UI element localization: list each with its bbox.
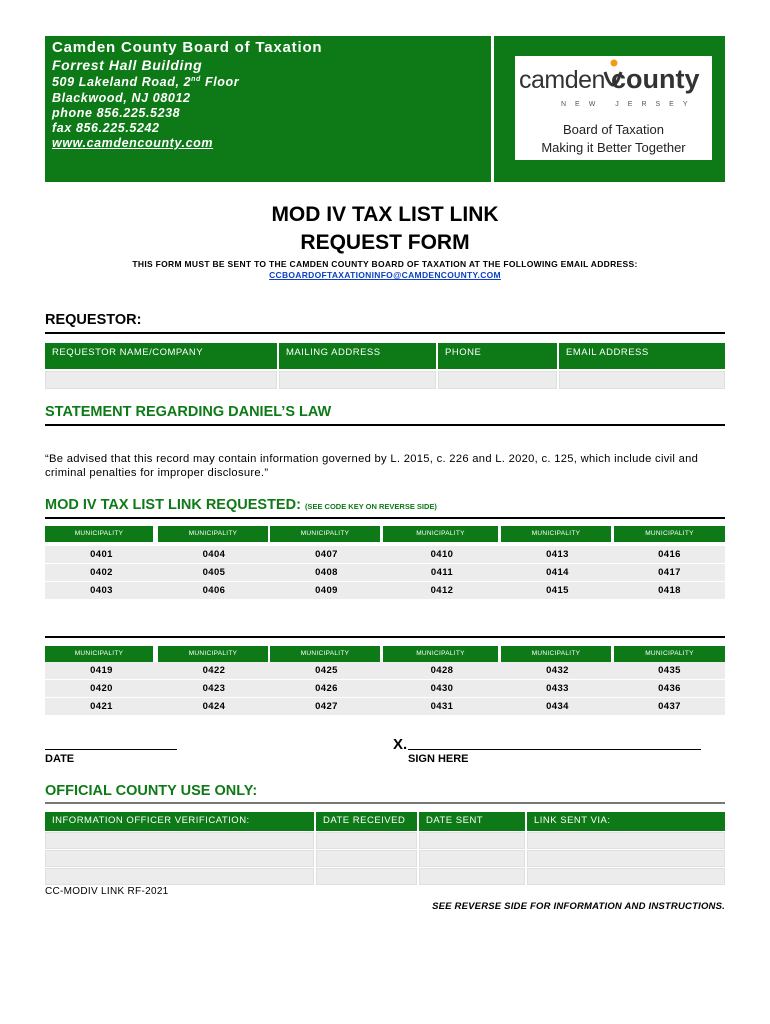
building-name: Forrest Hall Building: [52, 57, 203, 73]
sign-here-label: SIGN HERE: [408, 753, 469, 765]
fax-number: fax 856.225.5242: [52, 121, 160, 135]
municipality-code-cell[interactable]: 0424: [158, 698, 270, 715]
logo-state: NEW JERSEY: [561, 101, 697, 108]
municipality-column-header: MUNICIPALITY: [383, 646, 498, 662]
municipality-code-cell[interactable]: 0412: [383, 582, 501, 599]
officer-verification-header: INFORMATION OFFICER VERIFICATION:: [45, 812, 314, 831]
code-key-note: (SEE CODE KEY ON REVERSE SIDE): [304, 502, 437, 511]
municipality-code-cell[interactable]: 0430: [383, 680, 501, 697]
municipality-code-cell[interactable]: 0436: [614, 680, 725, 697]
municipality-code-cell[interactable]: 0401: [45, 546, 158, 563]
mod-iv-section-title: [45, 497, 437, 513]
officer-verification-field[interactable]: [45, 850, 314, 867]
municipality-code-cell[interactable]: 0418: [614, 582, 725, 599]
letterhead-contact-panel: [45, 36, 491, 182]
municipality-code-cell[interactable]: 0413: [501, 546, 614, 563]
letterhead: [45, 36, 725, 182]
date-sent-field[interactable]: [419, 832, 525, 849]
link-sent-via-field[interactable]: [527, 850, 725, 867]
form-title-line-1: MOD IV TAX LIST LINK: [271, 203, 499, 226]
mailing-address-field[interactable]: [279, 371, 436, 389]
municipality-code-cell[interactable]: 0431: [383, 698, 501, 715]
mod-iv-title-text: MOD IV TAX LIST LINK REQUESTED:: [45, 497, 301, 513]
municipality-column-header: MUNICIPALITY: [158, 646, 268, 662]
municipality-code-cell[interactable]: 0434: [501, 698, 614, 715]
officer-verification-field[interactable]: [45, 832, 314, 849]
municipality-code-cell[interactable]: 0406: [158, 582, 270, 599]
street-address: [52, 75, 239, 89]
municipality-column-header: MUNICIPALITY: [45, 646, 153, 662]
website-link[interactable]: www.camdencounty.com: [52, 136, 214, 150]
section-divider: [45, 332, 725, 334]
municipality-code-cell[interactable]: 0409: [270, 582, 383, 599]
municipality-code-cell[interactable]: 0416: [614, 546, 725, 563]
signature-line[interactable]: [408, 749, 701, 750]
municipality-code-cell[interactable]: 0414: [501, 564, 614, 581]
submission-email-link[interactable]: CCBOARDOFTAXATIONINFO@CAMDENCOUNTY.COM: [269, 270, 501, 280]
logo-tagline: Making it Better Together: [541, 140, 686, 155]
municipality-column-header: MUNICIPALITY: [270, 646, 380, 662]
municipality-column-header: MUNICIPALITY: [501, 526, 611, 542]
municipality-column-header: MUNICIPALITY: [383, 526, 498, 542]
municipality-code-cell[interactable]: 0403: [45, 582, 158, 599]
municipality-code-cell[interactable]: 0427: [270, 698, 383, 715]
link-sent-via-field[interactable]: [527, 832, 725, 849]
logo-board-of-taxation: Board of Taxation: [563, 122, 664, 137]
email-field[interactable]: [559, 371, 725, 389]
section-divider: [45, 517, 725, 519]
mailing-address-header: MAILING ADDRESS: [279, 343, 436, 369]
phone-header: PHONE: [438, 343, 557, 369]
daniels-law-title: STATEMENT REGARDING DANIEL’S LAW: [45, 404, 332, 420]
municipality-code-cell[interactable]: 0419: [45, 662, 158, 679]
date-received-field[interactable]: [316, 832, 417, 849]
municipality-column-header: MUNICIPALITY: [45, 526, 153, 542]
organization-name: Camden County Board of Taxation: [52, 39, 323, 56]
requestor-name-header: REQUESTOR NAME/COMPANY: [45, 343, 277, 369]
date-line[interactable]: [45, 749, 177, 750]
municipality-code-cell[interactable]: 0415: [501, 582, 614, 599]
municipality-code-cell[interactable]: 0425: [270, 662, 383, 679]
date-sent-field[interactable]: [419, 850, 525, 867]
logo-word-camden: camden: [519, 66, 605, 94]
municipality-column-header: MUNICIPALITY: [158, 526, 268, 542]
form-id: CC-MODIV LINK RF-2021: [45, 886, 169, 897]
email-header: EMAIL ADDRESS: [559, 343, 725, 369]
municipality-column-header: MUNICIPALITY: [614, 646, 725, 662]
municipality-code-cell[interactable]: 0402: [45, 564, 158, 581]
municipality-code-cell[interactable]: 0420: [45, 680, 158, 697]
requestor-name-field[interactable]: [45, 371, 277, 389]
municipality-code-cell[interactable]: 0417: [614, 564, 725, 581]
section-divider: [45, 424, 725, 426]
official-use-title: OFFICIAL COUNTY USE ONLY:: [45, 783, 258, 799]
municipality-column-header: MUNICIPALITY: [501, 646, 611, 662]
municipality-code-cell[interactable]: 0408: [270, 564, 383, 581]
link-sent-via-field[interactable]: [527, 868, 725, 885]
requestor-section-title: REQUESTOR:: [45, 312, 142, 328]
municipality-code-cell[interactable]: 0405: [158, 564, 270, 581]
municipality-code-cell[interactable]: 0433: [501, 680, 614, 697]
municipality-code-cell[interactable]: 0423: [158, 680, 270, 697]
municipality-code-cell[interactable]: 0411: [383, 564, 501, 581]
municipality-column-header: MUNICIPALITY: [270, 526, 380, 542]
date-label: DATE: [45, 753, 75, 765]
signature-x-mark: X.: [393, 736, 408, 753]
phone-field[interactable]: [438, 371, 557, 389]
date-sent-header: DATE SENT: [419, 812, 525, 831]
daniels-law-statement: “Be advised that this record may contain information governed by L. 2015, c. 226 and L. 2020, c. 125, which include civil and criminal penalties for improper disclosure.”: [45, 453, 699, 479]
date-received-field[interactable]: [316, 850, 417, 867]
street-address-floor: Floor: [200, 75, 240, 89]
form-title-line-2: REQUEST FORM: [300, 231, 470, 254]
date-received-header: DATE RECEIVED: [316, 812, 417, 831]
municipality-code-cell[interactable]: 0410: [383, 546, 501, 563]
reverse-side-note: SEE REVERSE SIDE FOR INFORMATION AND INSTRUCTIONS.: [432, 901, 725, 912]
officer-verification-field[interactable]: [45, 868, 314, 885]
date-received-field[interactable]: [316, 868, 417, 885]
municipality-code-cell[interactable]: 0437: [614, 698, 725, 715]
municipality-code-cell[interactable]: 0435: [614, 662, 725, 679]
municipality-code-cell[interactable]: 0422: [158, 662, 270, 679]
link-sent-via-header: LINK SENT VIA:: [527, 812, 725, 831]
letterhead-logo-panel: [494, 36, 725, 182]
section-divider: [45, 802, 725, 804]
city-state-zip: Blackwood, NJ 08012: [52, 91, 191, 105]
logo-word-county: county: [611, 64, 700, 94]
camden-county-logo: [515, 56, 712, 160]
street-address-main: 509 Lakeland Road, 2: [52, 75, 192, 89]
floor-ordinal: nd: [191, 75, 201, 83]
section-divider: [45, 636, 725, 638]
municipality-code-cell[interactable]: 0407: [270, 546, 383, 563]
phone-number: phone 856.225.5238: [52, 106, 181, 120]
municipality-code-cell[interactable]: 0421: [45, 698, 158, 715]
municipality-code-cell[interactable]: 0404: [158, 546, 270, 563]
municipality-column-header: MUNICIPALITY: [614, 526, 725, 542]
municipality-code-cell[interactable]: 0426: [270, 680, 383, 697]
municipality-code-cell[interactable]: 0428: [383, 662, 501, 679]
date-sent-field[interactable]: [419, 868, 525, 885]
submission-notice: THIS FORM MUST BE SENT TO THE CAMDEN COUNTY BOARD OF TAXATION AT THE FOLLOWING EMAIL ADDRESS:: [132, 259, 638, 269]
municipality-code-cell[interactable]: 0432: [501, 662, 614, 679]
